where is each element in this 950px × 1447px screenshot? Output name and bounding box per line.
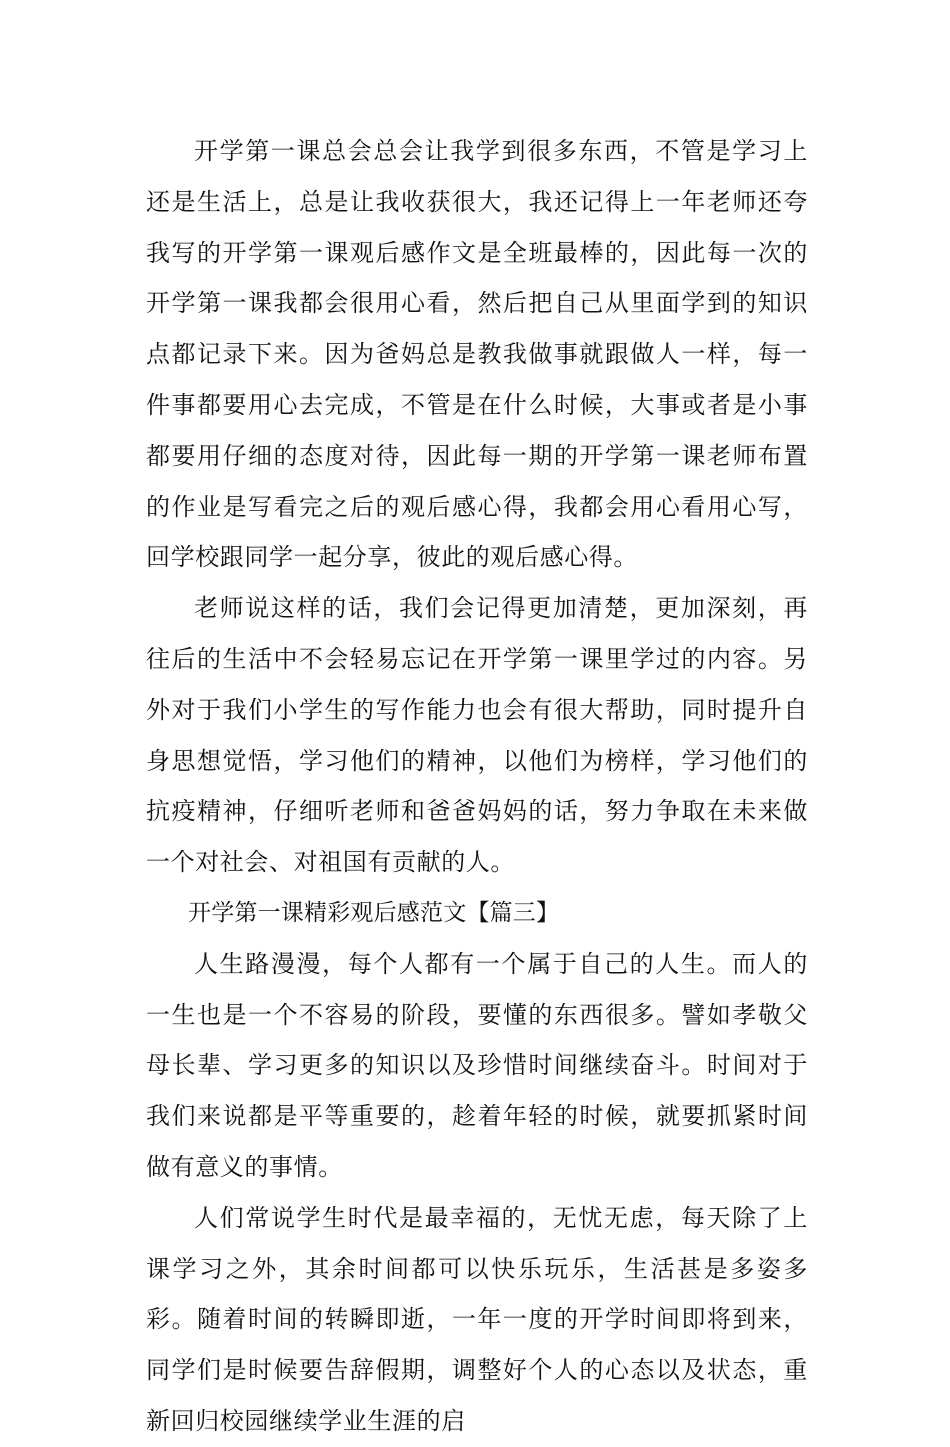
section-heading: 开学第一课精彩观后感范文【篇三】 [188,899,560,926]
paragraph-4: 人们常说学生时代是最幸福的，无忧无虑，每天除了上课学习之外，其余时间都可以快乐玩乐，生活甚是多姿多彩。随着时间的转瞬即逝，一年一度的开学时间即将到来，同学们是时候要告辞假期，调整好个人的心态以及状态，重新回归校园继续学业生涯的启 [146,1203,808,1435]
document-body [146,126,808,1447]
paragraph-2: 老师说这样的话，我们会记得更加清楚，更加深刻，再往后的生活中不会轻易忘记在开学第一课里学过的内容。另外对于我们小学生的写作能力也会有很大帮助，同时提升自身思想觉悟，学习他们的精神，以他们为榜样，学习他们的抗疫精神，仔细听老师和爸爸妈妈的话，努力争取在未来做一个对社会、对祖国有贡献的人。 [146,594,808,877]
paragraph-1: 开学第一课总会总会让我学到很多东西，不管是学习上还是生活上，总是让我收获很大，我还记得上一年老师还夸我写的开学第一课观后感作文是全班最棒的，因此每一次的开学第一课我都会很用心看，然后把自己从里面学到的知识点都记录下来。因为爸妈总是教我做事就跟做人一样，每一件事都要用心去完成，不管是在什么时候，大事或者是小事都要用仔细的态度对待，因此每一期的开学第一课老师布置的作业是写看完之后的观后感心得，我都会用心看用心写，回学校跟同学一起分享，彼此的观后感心得。 [146,137,808,572]
paragraph-3: 人生路漫漫，每个人都有一个属于自己的人生。而人的一生也是一个不容易的阶段，要懂的东西很多。譬如孝敬父母长辈、学习更多的知识以及珍惜时间继续奋斗。时间对于我们来说都是平等重要的，趁着年轻的时候，就要抓紧时间做有意义的事情。 [146,949,808,1181]
